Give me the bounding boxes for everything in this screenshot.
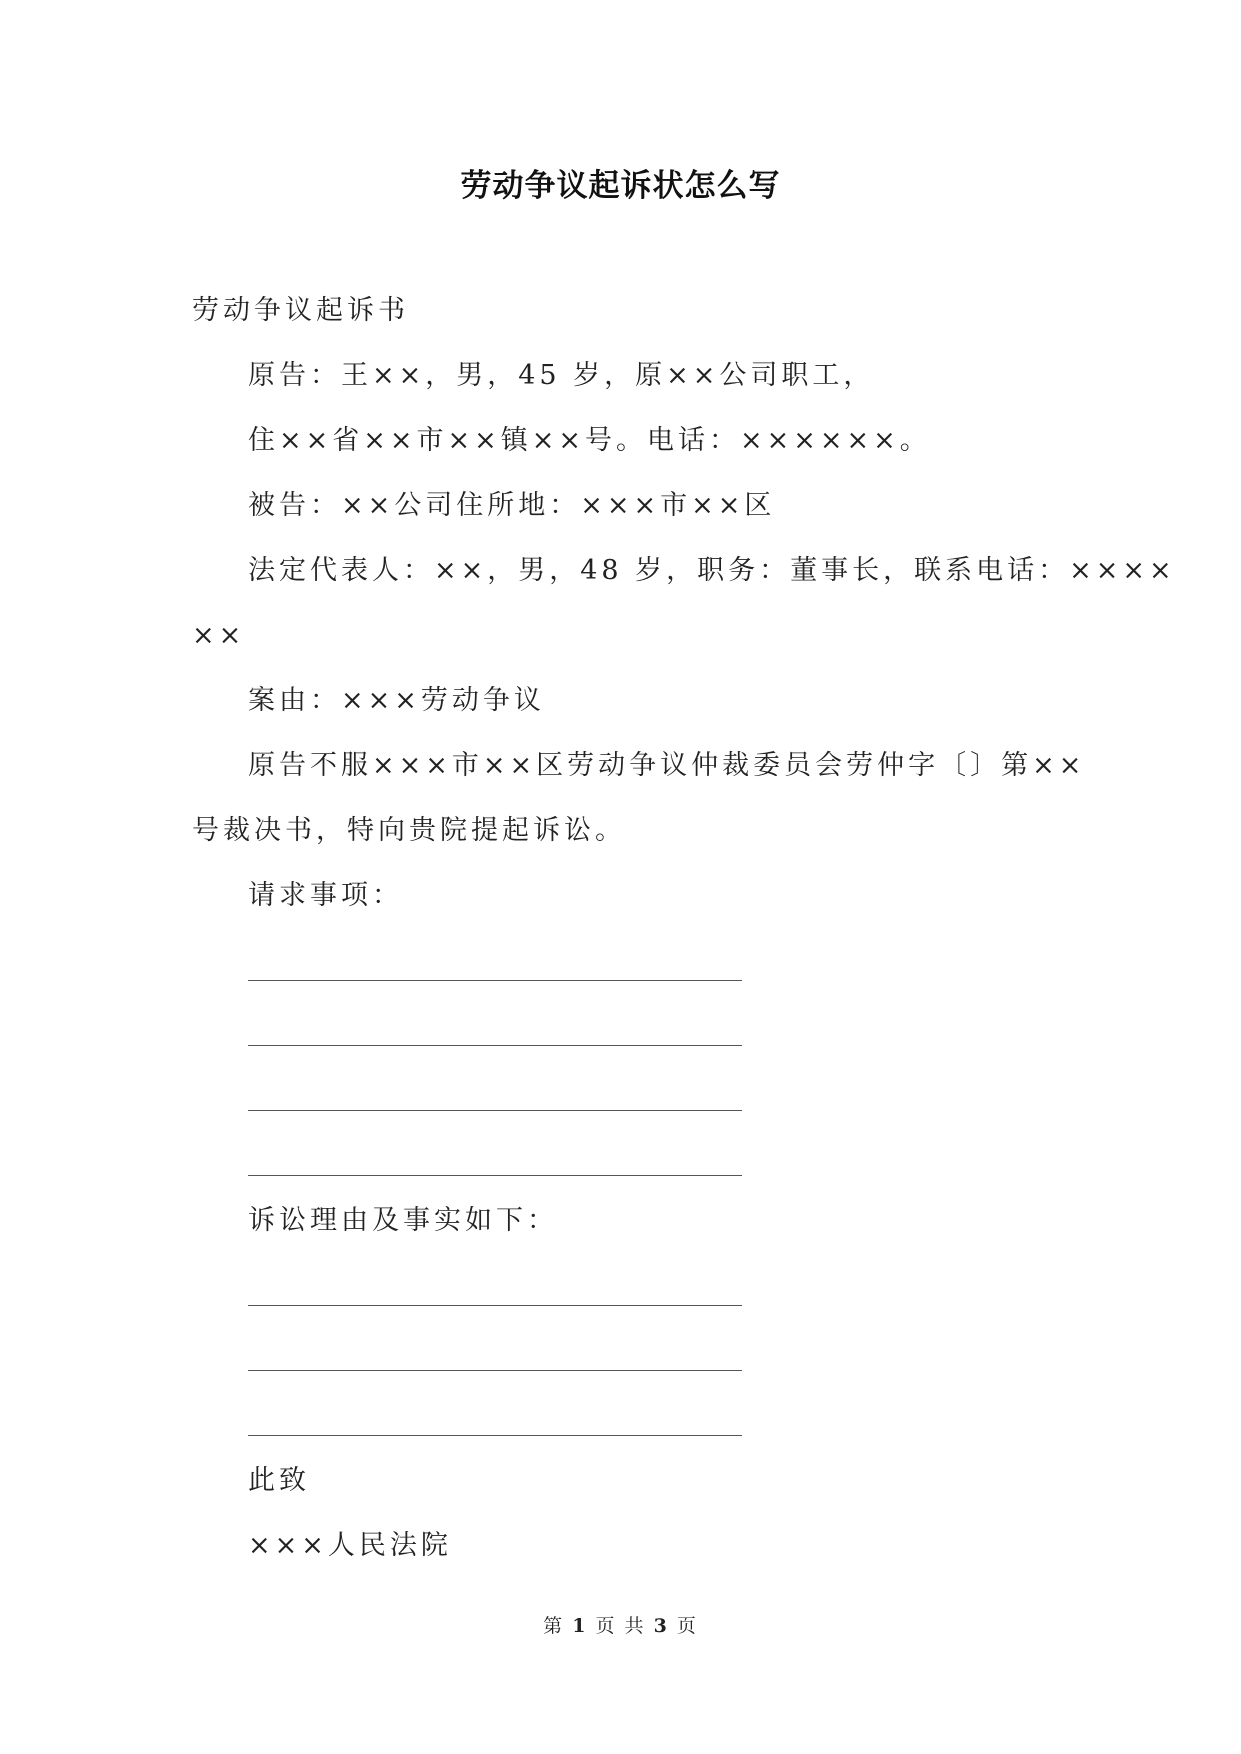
legal-representative-line-2: ×× — [192, 620, 246, 651]
case-cause-line: 案由：×××劳动争议 — [248, 685, 545, 716]
footer-middle: 页 共 — [595, 1615, 646, 1637]
reasons-label: 诉讼理由及事实如下： — [248, 1205, 558, 1236]
blank-rule — [248, 980, 742, 981]
claims-label: 请求事项： — [248, 880, 403, 911]
blank-rule — [248, 1175, 742, 1176]
blank-rule — [248, 1045, 742, 1046]
legal-representative-line-1: 法定代表人：××，男，48 岁，职务：董事长，联系电话：×××× — [248, 555, 1176, 586]
reasons-blank-1 — [192, 1263, 1052, 1328]
claims-blank-2 — [192, 1003, 1052, 1068]
footer-prefix: 第 — [543, 1615, 565, 1637]
plaintiff-line-1: 原告：王××，男，45 岁，原××公司职工， — [248, 360, 875, 391]
claims-blank-3 — [192, 1068, 1052, 1133]
footer-page-number: 1 — [572, 1615, 588, 1637]
document-title: 劳动争议起诉状怎么写 — [460, 168, 781, 204]
footer-total-pages: 3 — [653, 1615, 669, 1637]
court-name: ×××人民法院 — [248, 1530, 452, 1561]
blank-rule — [248, 1435, 742, 1436]
statement-line-1: 原告不服×××市××区劳动争议仲裁委员会劳仲字〔〕第×× — [248, 750, 1086, 781]
document-heading: 劳动争议起诉书 — [192, 295, 409, 326]
claims-blank-1 — [192, 938, 1052, 1003]
statement-line-2: 号裁决书，特向贵院提起诉讼。 — [192, 815, 626, 846]
claims-blank-4 — [192, 1133, 1052, 1198]
closing-salutation: 此致 — [248, 1465, 310, 1496]
document-body — [192, 288, 1176, 1588]
reasons-blank-3 — [192, 1393, 1052, 1458]
defendant-line: 被告：××公司住所地：×××市××区 — [248, 490, 776, 521]
reasons-blank-2 — [192, 1328, 1052, 1393]
blank-rule — [248, 1110, 742, 1111]
blank-rule — [248, 1370, 742, 1371]
blank-rule — [248, 1305, 742, 1306]
footer-suffix: 页 — [676, 1615, 698, 1637]
page-footer — [0, 1611, 1241, 1638]
plaintiff-line-2: 住××省××市××镇××号。电话：××××××。 — [248, 425, 931, 456]
